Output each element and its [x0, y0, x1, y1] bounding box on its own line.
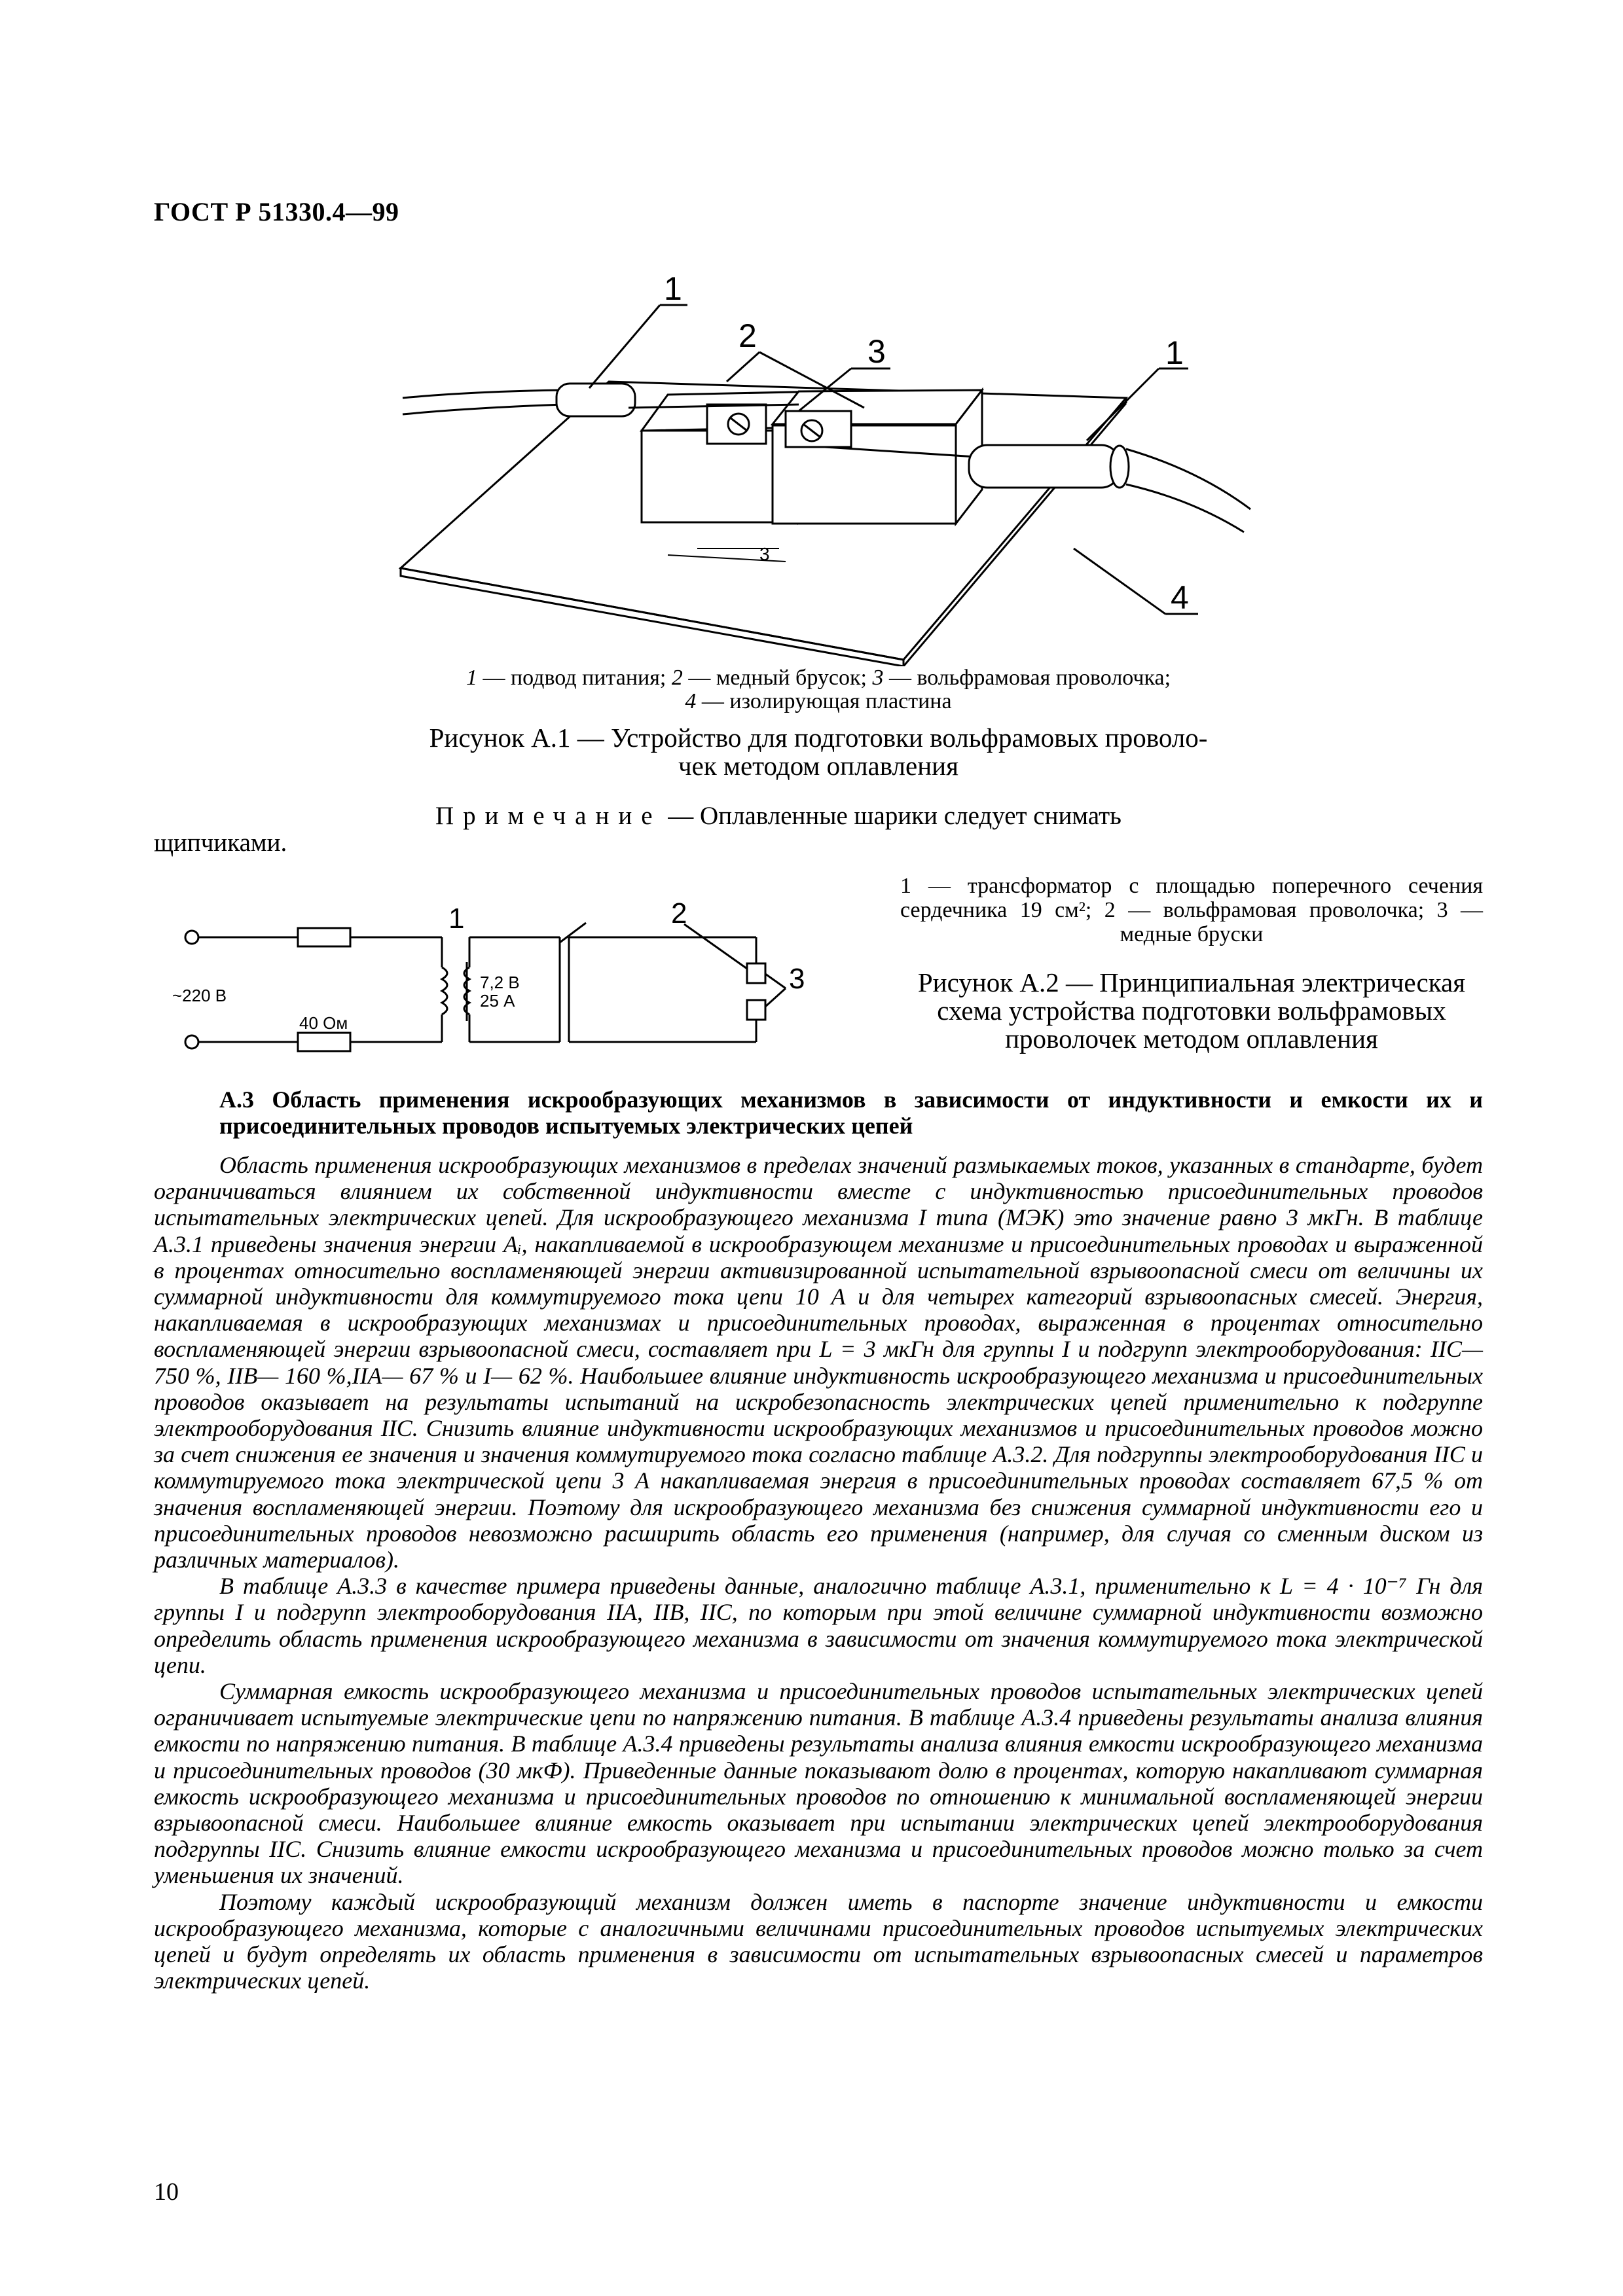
note-line1	[154, 802, 1241, 829]
paragraph: Суммарная емкость искрообразующего механизма и присоединительных проводов испытательных электрических цепей ограничивает испытуемые электрические цепи по напряжению питания. В таблице А.3.4 приведены результаты анализа влияния емкости по напряжению питания. В таблице А.3.4 приведены результаты анализа влияния емкости искрообразующего механизма и присоединительных проводов (30 мкФ). Приведенные данные показывают долю в процентах, которую накапливают суммарная емкость искрообразующего механизма и присоединительных проводов по отношению к минимальной воспламеняющей энергии взрывоопасной смеси. Наибольшее влияние емкость оказывает при испытании электрических цепей электрооборудования подгруппы IIC. Снизить влияние емкости искрообразующего механизма и присоединительных проводов можно только за счет уменьшения их значений.	[154, 1678, 1483, 1889]
legend1-line2	[367, 690, 1270, 713]
paragraph: Поэтому каждый искрообразующий механизм должен иметь в паспорте значение индуктивности и емкости искрообразующего механизма, которые с аналогичными величинами присоединительных проводов испытуемых электрических цепей и будут определять их область применения в зависимости от испытательных взрывоопасных смесей и параметров электрических цепей.	[154, 1888, 1483, 1994]
note-text-2: щипчиками.	[154, 829, 287, 857]
fig1-label-2: 2	[739, 317, 757, 354]
fig1-label-4: 4	[1171, 579, 1189, 616]
figure-a1-device-drawing	[393, 274, 1257, 666]
fig1-label-1b: 1	[1165, 334, 1184, 371]
caption1-line1: Рисунок А.1 — Устройство для подготовки вольфрамовых проволо-	[429, 723, 1208, 753]
legend1-line1	[367, 666, 1270, 690]
paragraph: Область применения искрообразующих механизмов в пределах значений размыкаемых токов, указанных в стандарте, будет ограничиваться влиянием их собственной индуктивности вместе с индуктивностью присоединительных проводов испытательных электрических цепей. Для искрообразующего механизма I типа (МЭК) это значение равно 3 мкГн. В таблице А.3.1 приведены значения энергии Aᵢ, накапливаемой в искрообразующем механизме и присоединительных проводах и выраженной в процентах относительно воспламеняющей энергии активизированной испытательной взрывоопасной смеси от величины их суммарной индуктивности для коммутируемого тока цепи 10 А и для четырех категорий взрывоопасных смесей. Энергия, накапливаемая в искрообразующих механизмах и присоединительных проводах, выраженная в процентах относительно воспламеняющей энергии взрывоопасной смеси, составляет при L = 3 мкГн для группы I и подгрупп электрооборудования: IIC— 750 %, IIB— 160 %,IIA— 67 % и I— 62 %. Наибольшее влияние индуктивность искрообразующего механизма и присоединительных проводов оказывает на результаты испытаний на искробезопасность электрических цепей применительно к подгруппе электрооборудования IIC. Снизить влияние индуктивности искрообразующих механизмов и присоединительных проводов можно за счет снижения ее значения и значения коммутируемого тока согласно таблице А.3.2. Для подгруппы электрооборудования IIC и коммутируемого тока электрической цепи 3 А накапливаемая энергия в присоединительных проводах составляет 67,5 % от значения воспламеняющей энергии. Поэтому для искрообразующего механизма без снижения суммарной индуктивности его и присоединительных проводов невозможно расширить область его применения (например, для случая со сменным диском из различных материалов).	[154, 1152, 1483, 1573]
note-label: Примечание	[435, 802, 662, 830]
fig2-label-3: 3	[789, 963, 805, 995]
caption1-line2: чек методом оплавления	[678, 751, 958, 781]
document-header: ГОСТ Р 51330.4—99	[154, 197, 399, 226]
figure-a2-legend: 1 — трансформатор с площадью поперечного сечения сердечника 19 см²; 2 — вольфрамовая проволочка; 3 — медные бруски	[900, 874, 1483, 946]
figure-a2-caption: Рисунок А.2 — Принципиальная электрическая схема устройства подготовки вольфрамовых проволочек методом оплавления	[917, 967, 1466, 1054]
fig2-current-label: 25 А	[480, 991, 515, 1011]
fig1-label-3: 3	[867, 333, 886, 370]
note-text-1: — Оплавленные шарики следует снимать	[661, 802, 1122, 830]
figure-a1-caption	[393, 724, 1244, 780]
page-number: 10	[154, 2178, 179, 2206]
legend1-text-1: — подвод питания;	[477, 666, 672, 690]
section-heading-text: А.3 Область применения искрообразующих механизмов в зависимости от индуктивности и емкости их и присоединительных проводов испытуемых электрических цепей	[219, 1086, 1483, 1139]
legend1-num-4: 4	[685, 689, 697, 713]
paragraph: В таблице А.3.3 в качестве примера приведены данные, аналогично таблице А.3.1, применительно к L = 4 · 10⁻⁷ Гн для группы I и подгрупп электрооборудования IIA, IIB, IIC, по которым при этой величине суммарной индуктивности возможно определить область применения искрообразующего механизма в зависимости от значения коммутируемого тока электрической цепи.	[154, 1573, 1483, 1678]
legend1-text-3: — вольфрамовая проволочка;	[883, 666, 1171, 690]
fig1-label-1a: 1	[664, 274, 682, 307]
legend1-num-2: 2	[671, 666, 683, 690]
note	[154, 802, 1241, 856]
fig2-voltage-label: 7,2 В	[480, 973, 520, 992]
section-heading	[154, 1086, 1483, 1139]
legend1-text-2: — медный брусок;	[682, 666, 873, 690]
legend1-num-3: 3	[872, 666, 884, 690]
legend1-text-4: — изолирующая пластина	[696, 689, 952, 713]
fig1-dimension-label: 3	[759, 544, 770, 564]
section-body	[154, 1152, 1483, 1994]
legend1-num-1: 1	[465, 666, 477, 690]
fig2-resistor-label: 40 Ом	[299, 1013, 348, 1033]
fig2-label-2: 2	[671, 897, 687, 929]
figure-a1-legend	[367, 666, 1270, 713]
fig2-supply-label: ~220 В	[172, 986, 227, 1005]
figure-a2-schematic	[167, 897, 854, 1067]
fig2-label-1: 1	[448, 903, 465, 935]
